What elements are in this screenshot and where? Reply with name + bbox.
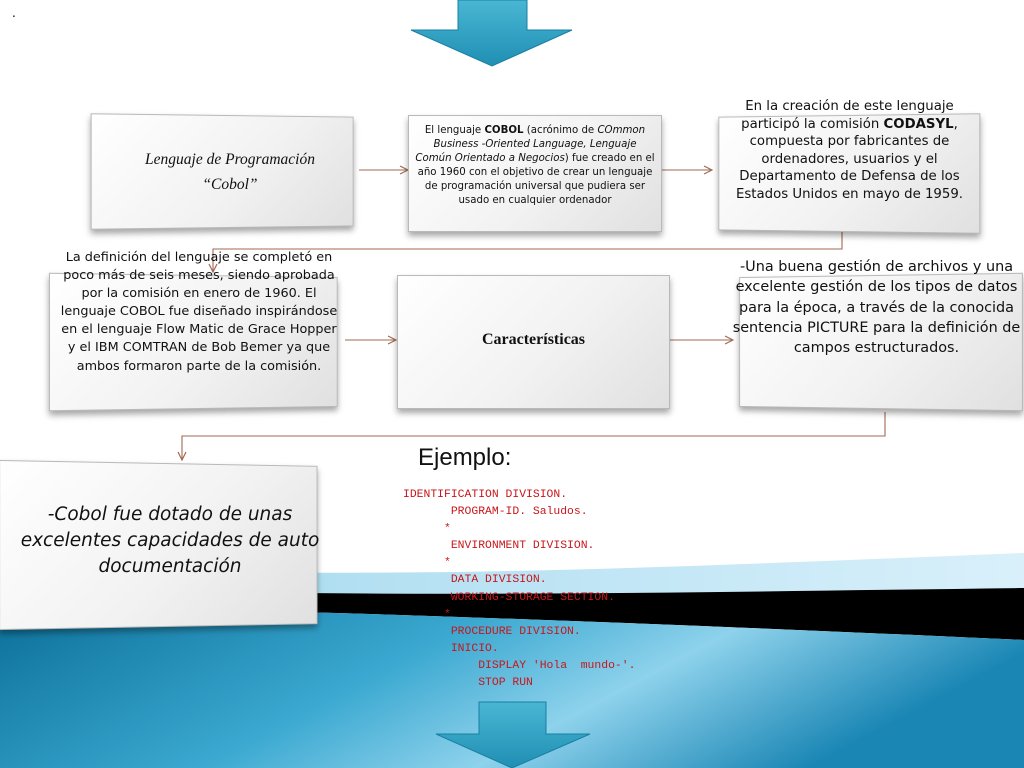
- box-title-line1: Lenguaje de Programación: [145, 151, 315, 168]
- box-title-text: [110, 147, 350, 197]
- codasyl-keyword: CODASYL: [883, 116, 954, 132]
- box-codasyl-text: En la creación de este lenguaje participó la comisión CODASYL, compuesta por fabricantes de ordenadores, usuarios y el Departamento de Defensa de los Estados Unidos en mayo de 1959.: [735, 99, 964, 202]
- cobol-keyword: COBOL: [484, 125, 524, 136]
- acronym-expansion: COmmon Business -Oriented Language, Lenguaje Común Orientado a Negocios: [415, 125, 646, 164]
- box-file-management-text: -Una buena gestión de archivos y una excelente gestión de los tipos de datos para la época, a través de la conocida sentencia PICTURE para la definición de campos estructurados.: [732, 259, 1021, 357]
- box-title-line2: “Cobol”: [202, 176, 258, 193]
- box-description-text: El lenguaje COBOL (acrónimo de COmmon Business -Oriented Language, Lenguaje Común Orientado a Negocios) fue creado en el año 1960 con el objetivo de crear un lenguaje de programación universal que pudiera ser usado en cualquier ordenador: [415, 125, 655, 206]
- box-definition-text: La definición del lenguaje se completó en poco más de seis meses, siendo aprobada por la comisión en enero de 1960. El lenguaje COBOL fue diseñado inspirándose en el lenguaje Flow Matic de Grace Hopper y el IBM COMTRAN de Bob Bemer ya que ambos formaron parte de la comisión.: [60, 250, 338, 374]
- connector-row2-to-self-documentation: [182, 412, 885, 460]
- example-heading: Ejemplo:: [418, 444, 512, 471]
- box-self-documentation-text: -Cobol fue dotado de unas excelentes capacidades de auto documentación: [20, 504, 320, 577]
- down-arrow-icon: [436, 702, 590, 768]
- cobol-code-sample: IDENTIFICATION DIVISION. PROGRAM-ID. Saludos. * ENVIRONMENT DIVISION. * DATA DIVISION. WORKING-STORAGE SECTION. * PROCEDURE DIVISION. INICIO. DISPLAY 'Hola mundo-'. STOP RUN: [403, 489, 636, 690]
- box-characteristics-label: Características: [481, 331, 586, 348]
- down-arrow-icon: [411, 0, 572, 66]
- corner-mark: .: [12, 6, 16, 20]
